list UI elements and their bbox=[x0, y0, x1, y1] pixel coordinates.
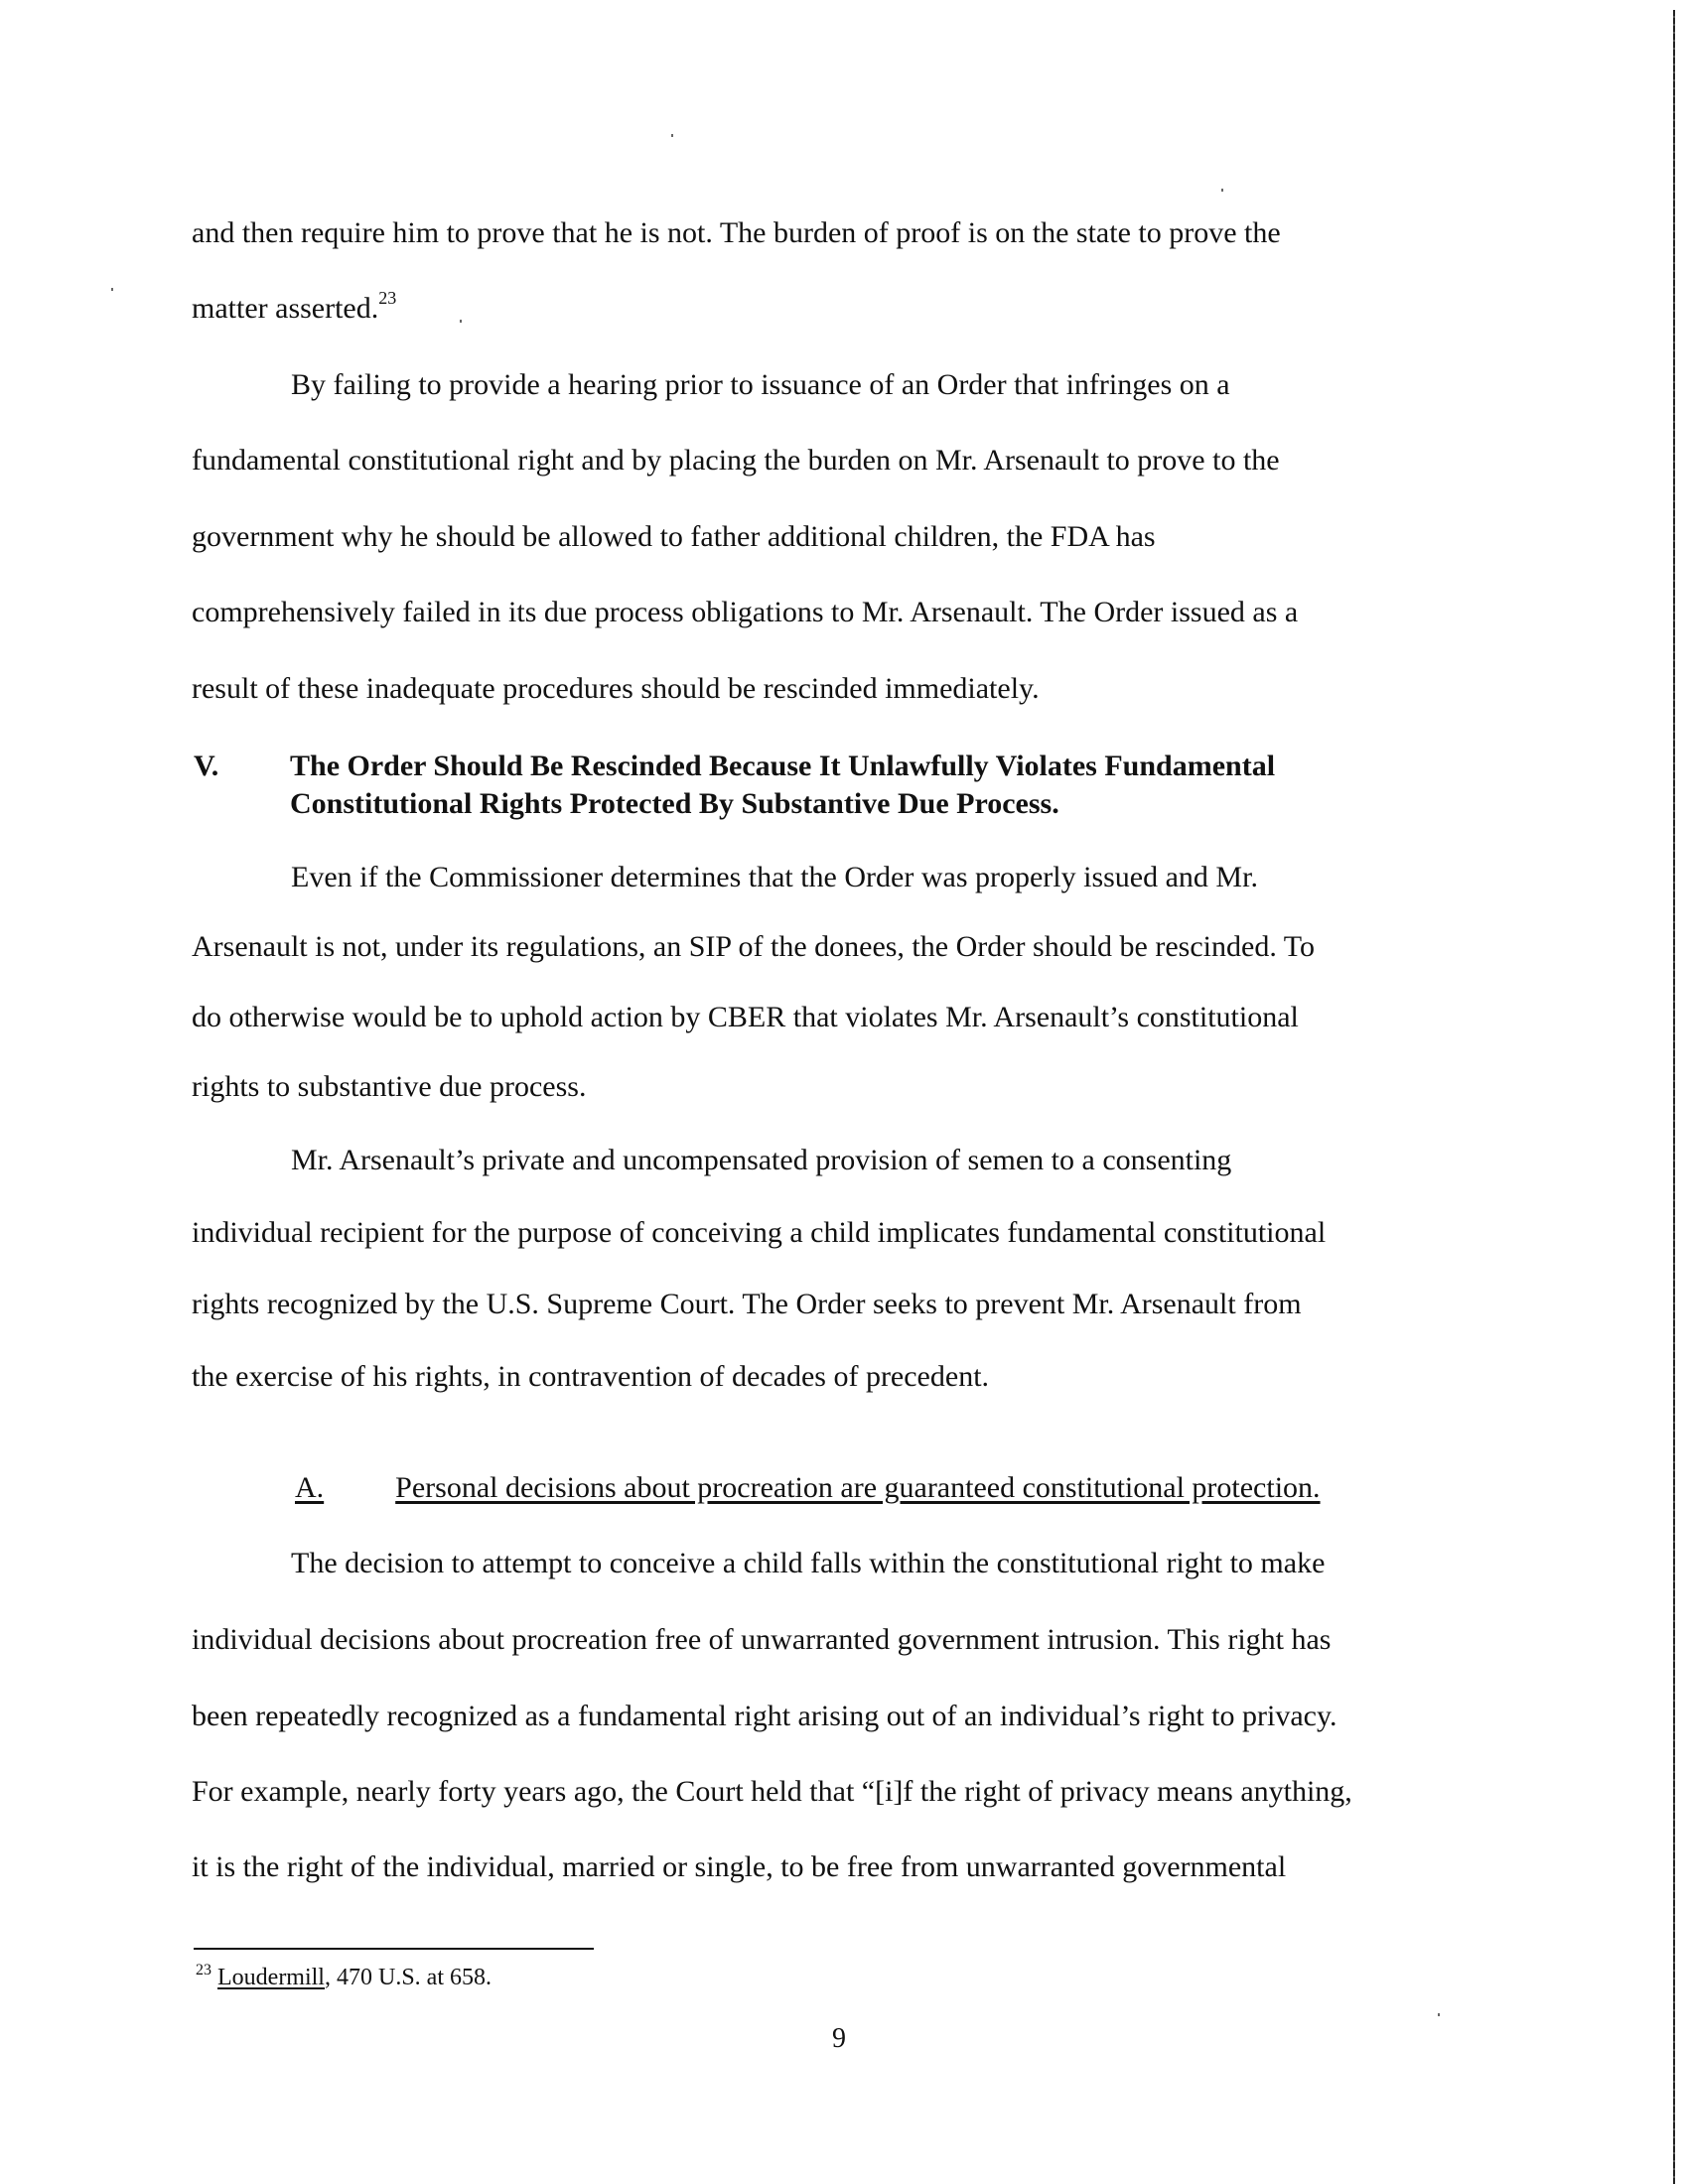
heading-tab-gap bbox=[324, 1473, 395, 1503]
text-line: been repeatedly recognized as a fundamental right arising out of an individual’s right to privacy. bbox=[192, 1700, 1337, 1732]
scan-edge-line bbox=[1673, 10, 1675, 2184]
section-title-line: Constitutional Rights Protected By Substantive Due Process. bbox=[290, 787, 1059, 820]
text-line: do otherwise would be to uphold action by CBER that violates Mr. Arsenault’s constitutional bbox=[192, 1001, 1299, 1033]
text-line: rights to substantive due process. bbox=[192, 1070, 587, 1103]
scan-speck bbox=[1221, 189, 1223, 192]
text-line: result of these inadequate procedures should be rescinded immediately. bbox=[192, 672, 1040, 705]
text-line: The decision to attempt to conceive a child falls within the constitutional right to make bbox=[291, 1547, 1326, 1579]
page-number: 9 bbox=[832, 2023, 846, 2054]
text-line: and then require him to prove that he is not. The burden of proof is on the state to prove the bbox=[192, 216, 1281, 249]
footnote-reference[interactable]: 23 bbox=[378, 288, 397, 308]
footnote-separator bbox=[194, 1948, 594, 1950]
text-line: it is the right of the individual, married or single, to be free from unwarranted governmental bbox=[192, 1850, 1287, 1883]
scan-speck bbox=[111, 288, 113, 291]
subsection-letter: A. bbox=[295, 1471, 325, 1504]
footnote-number: 23 bbox=[196, 1962, 211, 1979]
text-line: fundamental constitutional right and by placing the burden on Mr. Arsenault to prove to the bbox=[192, 444, 1280, 477]
scan-speck bbox=[460, 320, 462, 323]
text-line: Even if the Commissioner determines that the Order was properly issued and Mr. bbox=[291, 861, 1258, 893]
text-line: the exercise of his rights, in contravention of decades of precedent. bbox=[192, 1360, 990, 1393]
subsection-heading-a bbox=[295, 1473, 1321, 1503]
text-line: By failing to provide a hearing prior to issuance of an Order that infringes on a bbox=[291, 368, 1230, 401]
footnote-23 bbox=[196, 1962, 492, 1990]
text-line: individual decisions about procreation free of unwarranted government intrusion. This right has bbox=[192, 1623, 1332, 1656]
text-line: government why he should be allowed to father additional children, the FDA has bbox=[192, 520, 1156, 553]
text-line-content: matter asserted. bbox=[192, 292, 379, 325]
text-line: Arsenault is not, under its regulations, an SIP of the donees, the Order should be rescinded. To bbox=[192, 930, 1316, 963]
text-line: Mr. Arsenault’s private and uncompensated provision of semen to a consenting bbox=[291, 1144, 1232, 1176]
text-line: rights recognized by the U.S. Supreme Court. The Order seeks to prevent Mr. Arsenault from bbox=[192, 1288, 1302, 1320]
footnote-case-name: Loudermill bbox=[217, 1965, 325, 1990]
section-title-line: The Order Should Be Rescinded Because It Unlawfully Violates Fundamental bbox=[290, 750, 1276, 782]
footnote-citation: , 470 U.S. at 658. bbox=[324, 1965, 492, 1990]
text-line: individual recipient for the purpose of conceiving a child implicates fundamental constitutional bbox=[192, 1216, 1327, 1249]
section-number: V. bbox=[194, 750, 219, 782]
text-line: For example, nearly forty years ago, the Court held that “[i]f the right of privacy means anything, bbox=[192, 1775, 1352, 1808]
text-line: comprehensively failed in its due process obligations to Mr. Arsenault. The Order issued as a bbox=[192, 596, 1299, 628]
text-line bbox=[192, 288, 397, 325]
scan-speck bbox=[671, 134, 673, 137]
scan-speck bbox=[1438, 2013, 1440, 2016]
subsection-title: Personal decisions about procreation are guaranteed constitutional protection. bbox=[395, 1471, 1321, 1504]
